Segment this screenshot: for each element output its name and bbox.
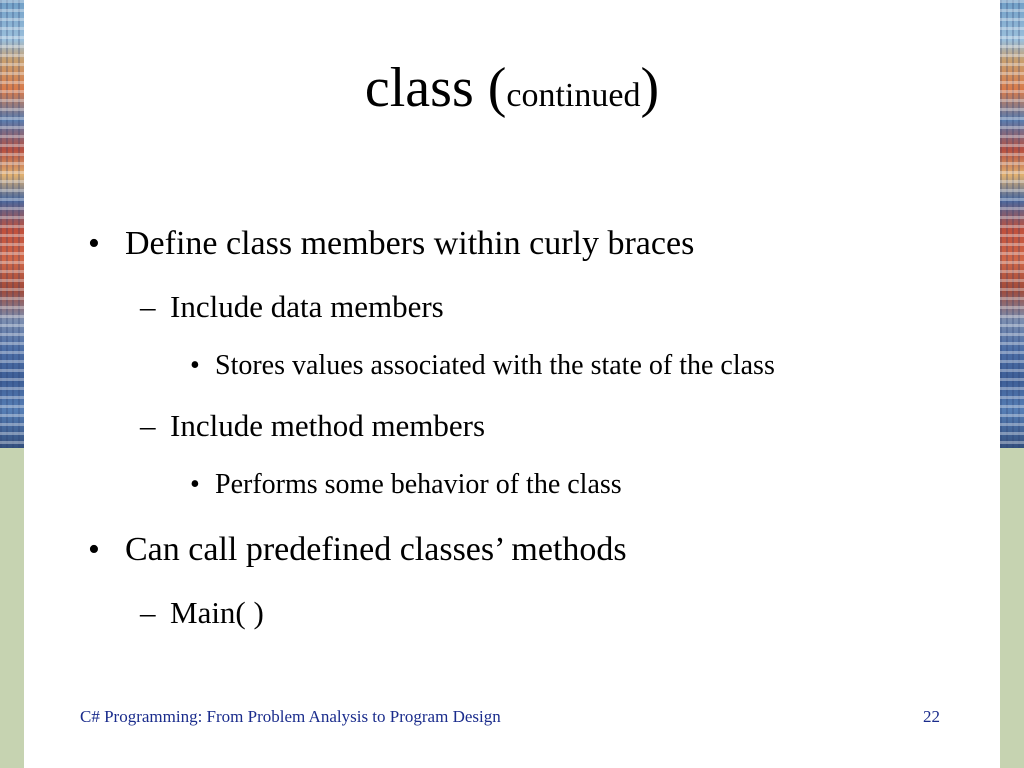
slide-number: 22 (923, 707, 940, 726)
bullet-text: Include method members (170, 408, 486, 443)
dash-marker: – (140, 408, 156, 443)
bullet-text: Define class members within curly braces (125, 225, 695, 262)
bullet-text: Include data members (170, 289, 444, 324)
title-main: class ( (364, 57, 507, 119)
bullet-marker: • (190, 350, 200, 381)
title-close: ) (640, 57, 660, 119)
dash-marker: – (140, 595, 156, 630)
left-strip-base (0, 448, 24, 768)
right-strip-base (1000, 448, 1024, 768)
bullet-text: Main( ) (170, 595, 264, 630)
slide-title (0, 52, 1024, 132)
dash-marker: – (140, 289, 156, 324)
title-subtitle: continued (506, 77, 641, 114)
bullet-marker: • (190, 469, 200, 500)
bullet-marker: • (88, 225, 100, 262)
footer-course-title: C# Programming: From Problem Analysis to Program Design (80, 707, 501, 726)
bullet-text: Stores values associated with the state of the class (215, 350, 775, 381)
bullet-text: Performs some behavior of the class (215, 469, 622, 500)
bullet-text: Can call predefined classes’ methods (125, 531, 627, 568)
bullet-marker: • (88, 531, 100, 568)
